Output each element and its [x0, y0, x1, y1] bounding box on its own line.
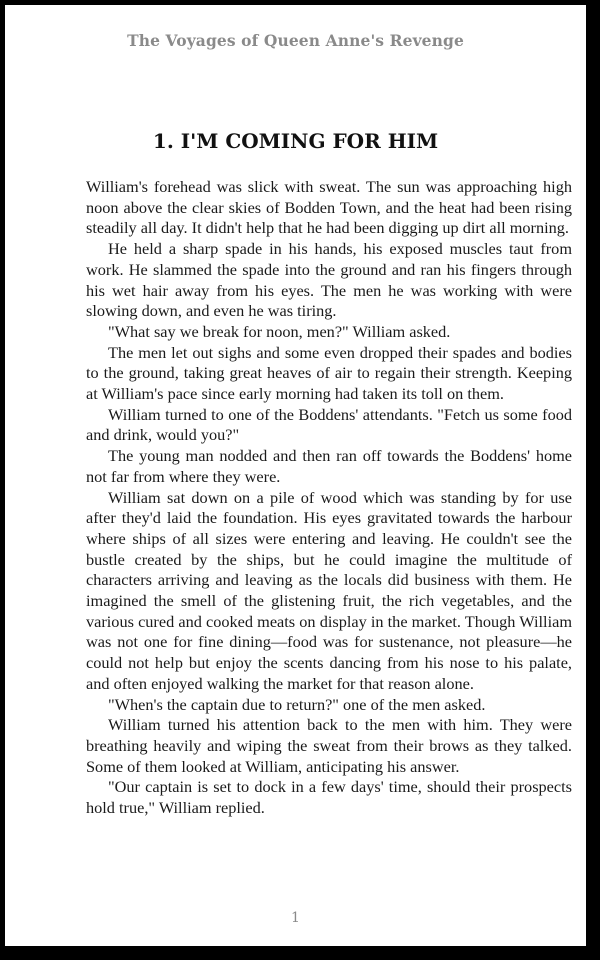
paragraph: "What say we break for noon, men?" William asked.: [108, 321, 451, 341]
paragraph: "Our captain is set to dock in a few days' time, should their prospects hold true," William replied.: [86, 777, 572, 818]
running-header: The Voyages of Queen Anne's Revenge: [127, 31, 464, 50]
paragraph: The men let out sighs and some even dropped their spades and bodies to the ground, taking great heaves of air to regain their strength. Keeping at William's pace since early morning had taken its toll on them.: [86, 342, 572, 404]
page-number: 1: [291, 910, 300, 926]
book-page: [5, 5, 586, 946]
paragraph: "When's the captain due to return?" one of the men asked.: [108, 694, 486, 714]
paragraph: William turned his attention back to the men with him. They were breathing heavily and wiping the sweat from their brows as they talked. Some of them looked at William, anticipating his answer.: [86, 715, 572, 776]
paragraph: The young man nodded and then ran off towards the Boddens' home not far from where they were.: [86, 446, 572, 486]
paragraph: William sat down on a pile of wood which was standing by for use after they'd laid the foundation. His eyes gravitated towards the harbour where ships of all sizes were entering and leaving. He couldn't see the bustle created by the ships, but he could imagine the multitude of characters arriving and leaving as the locals did business with them. He imagined the smell of the glistening fruit, the rich vegetables, and the various cured and cooked meats on display in the market. Though William was not one for fine dining—food was for sustenance, not pleasure—he could not help but enjoy the scents dancing from his nose to his palate, and often enjoyed walking the market for that reason alone.: [86, 487, 572, 693]
paragraph: William turned to one of the Boddens' attendants. "Fetch us some food and drink, would you?": [86, 404, 572, 445]
paragraph: He held a sharp spade in his hands, his exposed muscles taut from work. He slammed the spade into the ground and ran his fingers through his wet hair away from his eyes. The men he was working with were slowing down, and even he was tiring.: [86, 239, 572, 321]
paragraph: William's forehead was slick with sweat. The sun was approaching high noon above the clear skies of Bodden Town, and the heat had been rising steadily all day. It didn't help that he had been digging up dirt all morning.: [86, 177, 572, 238]
chapter-body: [86, 177, 572, 819]
chapter-title: 1. I'M COMING FOR HIM: [152, 129, 439, 153]
